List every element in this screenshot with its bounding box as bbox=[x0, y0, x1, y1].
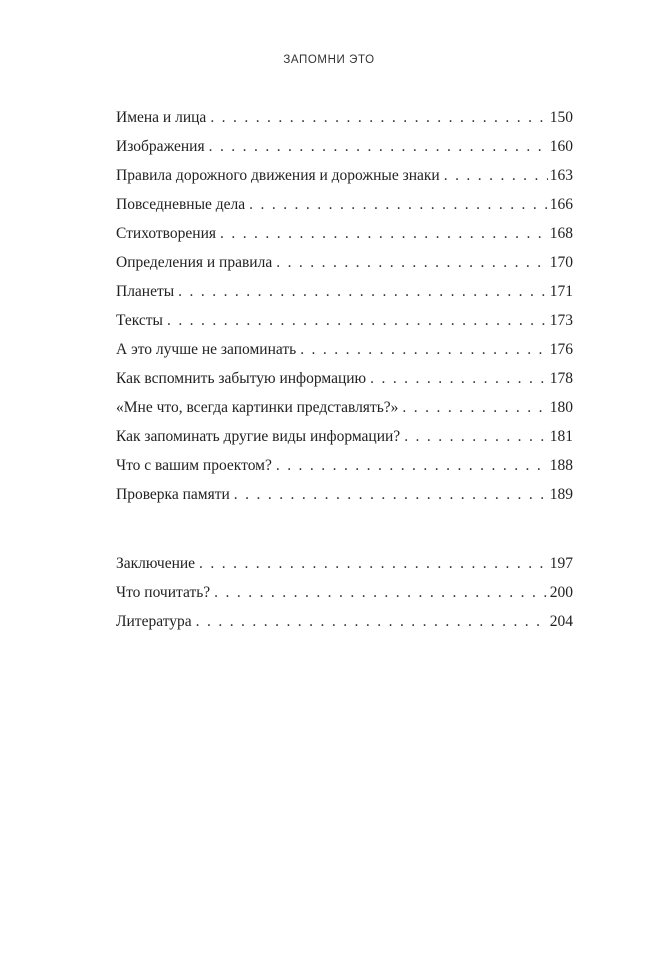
toc-entry-title: «Мне что, всегда картинки представлять?» bbox=[116, 399, 399, 416]
toc-entry-page: 150 bbox=[549, 109, 573, 126]
dot-leader bbox=[249, 195, 548, 215]
toc-entry[interactable] bbox=[116, 612, 573, 641]
toc-entry-page: 180 bbox=[549, 399, 573, 416]
toc-entry[interactable] bbox=[116, 427, 573, 456]
dot-leader bbox=[234, 485, 548, 505]
toc-entry-title: Заключение bbox=[116, 555, 196, 572]
toc-entry[interactable] bbox=[116, 311, 573, 340]
toc-entry[interactable] bbox=[116, 554, 573, 583]
toc-entry-title: Литература bbox=[116, 613, 192, 630]
toc-entry-title: Повседневные дела bbox=[116, 196, 246, 213]
toc-entry-page: 200 bbox=[549, 584, 573, 601]
dot-leader bbox=[402, 398, 547, 418]
toc-entry-title: Определения и правила bbox=[116, 254, 273, 271]
dot-leader bbox=[196, 612, 548, 632]
table-of-contents-back-matter bbox=[116, 554, 573, 641]
toc-entry-title: Как запоминать другие виды информации? bbox=[116, 428, 401, 445]
toc-entry-title: Тексты bbox=[116, 312, 163, 329]
toc-entry[interactable] bbox=[116, 108, 573, 137]
toc-entry-title: Планеты bbox=[116, 283, 175, 300]
dot-leader bbox=[276, 253, 548, 273]
toc-entry-page: 173 bbox=[549, 312, 573, 329]
toc-entry-title: Изображения bbox=[116, 138, 205, 155]
toc-entry-page: 171 bbox=[549, 283, 573, 300]
toc-entry[interactable] bbox=[116, 340, 573, 369]
toc-entry[interactable] bbox=[116, 369, 573, 398]
toc-entry-title: Имена и лица bbox=[116, 109, 207, 126]
toc-entry[interactable] bbox=[116, 456, 573, 485]
toc-entry-title: Что с вашим проектом? bbox=[116, 457, 272, 474]
toc-entry-page: 160 bbox=[549, 138, 573, 155]
dot-leader bbox=[370, 369, 548, 389]
dot-leader bbox=[220, 224, 548, 244]
dot-leader bbox=[276, 456, 548, 476]
toc-entry-page: 163 bbox=[549, 167, 573, 184]
toc-entry[interactable] bbox=[116, 166, 573, 195]
dot-leader bbox=[444, 166, 548, 186]
toc-entry-page: 166 bbox=[549, 196, 573, 213]
toc-entry-page: 170 bbox=[549, 254, 573, 271]
toc-entry-page: 168 bbox=[549, 225, 573, 242]
toc-entry-title: Правила дорожного движения и дорожные знаки bbox=[116, 167, 440, 184]
toc-entry-title: Стихотворения bbox=[116, 225, 216, 242]
toc-entry[interactable] bbox=[116, 224, 573, 253]
toc-entry[interactable] bbox=[116, 282, 573, 311]
toc-entry-page: 181 bbox=[549, 428, 573, 445]
dot-leader bbox=[167, 311, 548, 331]
dot-leader bbox=[214, 583, 548, 603]
toc-entry[interactable] bbox=[116, 253, 573, 282]
toc-entry-title: Что почитать? bbox=[116, 584, 211, 601]
toc-entry-title: Проверка памяти bbox=[116, 486, 230, 503]
dot-leader bbox=[199, 554, 548, 574]
toc-entry-page: 188 bbox=[549, 457, 573, 474]
toc-entry[interactable] bbox=[116, 137, 573, 166]
toc-entry[interactable] bbox=[116, 583, 573, 612]
toc-entry-page: 204 bbox=[549, 613, 573, 630]
toc-entry-title: Как вспомнить забытую информацию bbox=[116, 370, 367, 387]
toc-entry[interactable] bbox=[116, 195, 573, 224]
dot-leader bbox=[178, 282, 548, 302]
toc-entry[interactable] bbox=[116, 398, 573, 427]
running-header: ЗАПОМНИ ЭТО bbox=[283, 54, 375, 66]
table-of-contents bbox=[116, 108, 573, 514]
toc-entry-page: 197 bbox=[549, 555, 573, 572]
dot-leader bbox=[210, 108, 547, 128]
dot-leader bbox=[300, 340, 548, 360]
dot-leader bbox=[404, 427, 548, 447]
toc-entry-page: 178 bbox=[549, 370, 573, 387]
toc-entry-page: 176 bbox=[549, 341, 573, 358]
dot-leader bbox=[209, 137, 548, 157]
toc-entry-title: А это лучше не запоминать bbox=[116, 341, 297, 358]
toc-entry[interactable] bbox=[116, 485, 573, 514]
toc-entry-page: 189 bbox=[549, 486, 573, 503]
